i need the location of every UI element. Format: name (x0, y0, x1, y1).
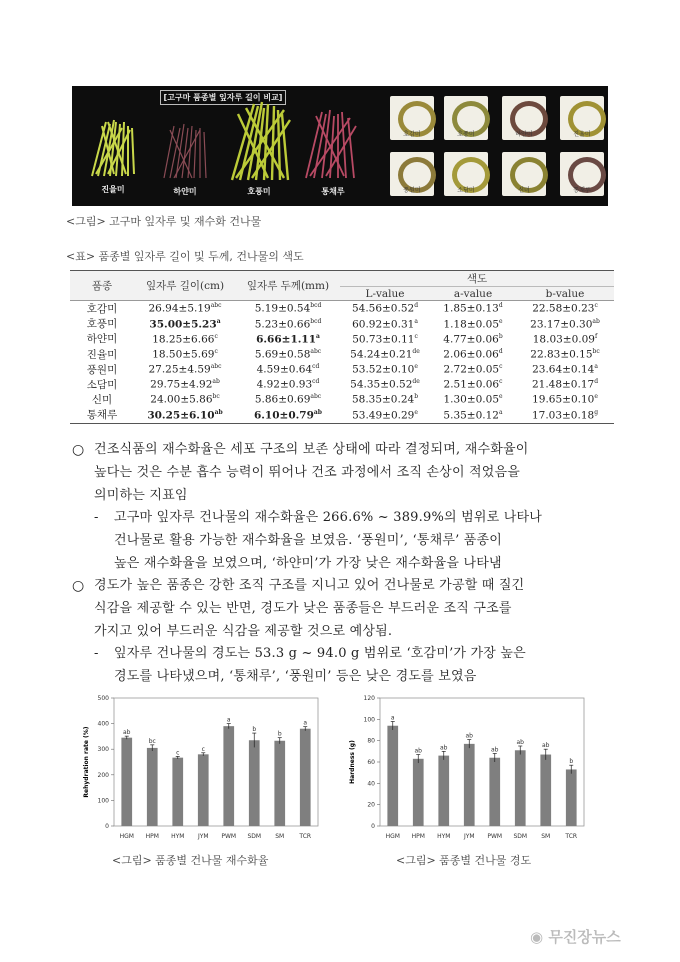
paragraph-hardness (94, 574, 624, 643)
y-tick-label: 60 (367, 759, 375, 766)
x-tick-label: PWM (487, 833, 503, 840)
bar (566, 769, 577, 826)
dish-photo (560, 96, 604, 140)
petiole-bundle-purple (158, 122, 214, 180)
bar (172, 758, 183, 826)
table-cell: 6.66±1.11$^a$ (256, 332, 320, 346)
text-line: 식감을 제공할 수 있는 반면, 경도가 낮은 품종들은 부드러운 조직 구조를 (94, 601, 512, 616)
text-line: 고구마 잎자루 건나물의 재수화율은 266.6% ~ 389.9%의 범위로 나타나 (114, 510, 542, 525)
dish-photo (560, 152, 604, 196)
table-cell: 54.35±0.52de (350, 378, 420, 391)
table-cell: 5.23±0.66$^{bcd}$ (254, 317, 322, 331)
petiole-bundle-large-green (224, 100, 298, 182)
bundle-label: 진율미 (101, 185, 125, 194)
bundle-label: 하얀미 (173, 187, 197, 196)
significance-letter: c (201, 745, 205, 753)
bar (147, 748, 158, 826)
x-tick-label: TCR (299, 833, 312, 840)
significance-letter: b (252, 726, 257, 734)
table-cell: 58.35±0.24$^b$ (351, 393, 419, 406)
rehydration-chart (80, 690, 330, 850)
bar (223, 726, 234, 826)
table-cell: 2.51±0.06$^c$ (443, 378, 503, 391)
table-cell: 하얀미 (86, 333, 118, 346)
table-cell: 18.50±5.69$^c$ (152, 347, 218, 361)
table-cell: 23.17±0.30$^{ab}$ (530, 317, 600, 331)
x-tick-label: HGM (385, 833, 400, 840)
header-length: 잎자루 길이(cm) (134, 271, 236, 301)
x-tick-label: JYM (463, 833, 475, 840)
photo-panel (72, 86, 608, 206)
y-tick-label: 80 (367, 737, 375, 745)
bar (540, 755, 551, 826)
dish-photo (502, 96, 546, 140)
table-row (70, 347, 614, 362)
dish-label: 신미 (518, 187, 530, 194)
text-line: 경도가 높은 품종은 강한 조직 구조를 지니고 있어 건나물로 가공할 때 질긴 (94, 578, 525, 593)
x-tick-label: PWM (221, 833, 237, 840)
table-cell: 2.72±0.05$^c$ (443, 363, 503, 376)
table-cell: 신미 (91, 394, 113, 407)
table-cell: 4.77±0.06$^b$ (443, 332, 503, 346)
header-a-value: a-value (430, 287, 516, 301)
x-tick-label: HPM (411, 833, 425, 840)
table-cell: 1.18±0.05$^e$ (443, 317, 503, 331)
table-cell: 5.69±0.58$^{abc}$ (254, 347, 322, 361)
text-line: 경도를 나타냈으며, ‘통채루’, ‘풍원미’ 등은 낮은 경도를 보였음 (114, 669, 477, 684)
significance-letter: ab (542, 742, 550, 750)
table-row (70, 377, 614, 392)
y-tick-label: 40 (367, 780, 375, 788)
petiole-bundle-green (86, 116, 142, 178)
chart-caption: <그림> 품종별 건나물 경도 (396, 854, 532, 867)
table-row (70, 392, 614, 407)
table-cell: 27.25±4.59$^{abc}$ (148, 363, 222, 376)
data-table (70, 270, 614, 424)
table-cell: 4.59±0.64$^{cd}$ (256, 363, 320, 376)
table-cell: 53.49±0.29$^e$ (340, 407, 430, 423)
y-tick-label: 500 (97, 695, 109, 702)
x-tick-label: SDM (513, 833, 528, 840)
table-cell: 23.64±0.14$^a$ (532, 363, 598, 376)
hardness-chart (346, 690, 596, 850)
text-line: 잎자루 건나물의 경도는 53.3 g ~ 94.0 g 범위로 ‘호감미’가 가장 높은 (114, 646, 526, 661)
table-cell: 소담미 (86, 379, 118, 392)
table-cell: 35.00±5.23$^a$ (149, 317, 221, 331)
table-cell: 5.86±0.69$^{abc}$ (254, 393, 322, 406)
bar (274, 741, 285, 826)
significance-letter: c (176, 749, 180, 757)
table-row (70, 362, 614, 377)
dish-label: 풍원미 (403, 187, 421, 194)
header-b-value: b-value (516, 287, 614, 301)
table-cell: 17.03±0.18$^g$ (516, 407, 614, 423)
dish-label: 소담미 (457, 187, 475, 194)
bar (249, 740, 260, 826)
y-tick-label: 120 (363, 695, 375, 702)
dish-label: 호감미 (403, 131, 421, 138)
significance-letter: ab (414, 747, 422, 755)
significance-letter: ab (491, 746, 499, 754)
table-cell: 2.06±0.06$^d$ (443, 347, 503, 361)
table-cell: 1.30±0.05$^e$ (443, 393, 503, 406)
watermark-text: 무진장뉴스 (548, 928, 621, 946)
table-cell: 54.56±0.52$^d$ (340, 301, 430, 317)
table-cell: 진율미 (86, 348, 118, 361)
text-line: 건나물로 활용 가능한 재수화율을 보였음. ‘풍원미’, ‘통채루’ 품종이 (114, 533, 503, 548)
y-tick-label: 400 (97, 720, 109, 728)
table-cell: 22.83±0.15$^{bc}$ (530, 347, 600, 361)
paragraph-rehydration-detail (114, 506, 624, 575)
table-cell: 4.92±0.93$^{cd}$ (256, 378, 320, 391)
text-line: 의미하는 지표임 (94, 488, 188, 503)
significance-letter: b (569, 758, 574, 766)
watermark-logo-icon: ◉ (530, 928, 544, 946)
table-caption: <표> 품종별 잎자루 길이 및 두께, 건나물의 색도 (66, 250, 304, 263)
table-cell: 6.10±0.79$^{ab}$ (236, 407, 340, 423)
significance-letter: ab (440, 744, 448, 752)
dish-label: 호풍미 (457, 131, 475, 138)
significance-letter: a (303, 719, 308, 727)
significance-letter: ab (516, 739, 524, 746)
x-tick-label: TCR (565, 833, 578, 840)
significance-letter: a (226, 716, 231, 724)
dish-label: 하얀미 (515, 131, 533, 138)
bar (413, 759, 424, 826)
dish-label: 진율미 (573, 131, 591, 138)
bullet-circle: ○ (72, 442, 85, 458)
header-color: 색도 (340, 271, 614, 287)
plot-frame (380, 698, 584, 826)
bullet-circle: ○ (72, 578, 85, 594)
significance-letter: ab (465, 732, 473, 740)
table-row (70, 331, 614, 346)
table-cell: 1.85±0.13$^d$ (430, 301, 516, 317)
bundle-label: 통채루 (321, 187, 345, 196)
bar (438, 756, 449, 826)
dish-label: 통채루 (573, 187, 591, 194)
table-cell: 호풍미 (86, 318, 118, 331)
paragraph-rehydration (94, 438, 624, 507)
x-tick-label: HGM (119, 833, 134, 840)
y-tick-label: 100 (363, 716, 375, 724)
table-cell: 풍원미 (86, 363, 118, 376)
text-line: 가지고 있어 부드러운 식감을 제공할 것으로 예상됨. (94, 624, 393, 639)
plot-frame (114, 698, 318, 826)
table-cell: 30.25±6.10$^{ab}$ (134, 407, 236, 423)
dish-photo (444, 96, 488, 140)
table-cell: 26.94±5.19$^{abc}$ (134, 301, 236, 317)
x-tick-label: HYM (171, 833, 185, 840)
bar (198, 754, 209, 826)
table-cell: 5.35±0.12$^a$ (430, 407, 516, 423)
table-cell: 통채루 (70, 407, 134, 423)
header-l-value: L-value (340, 287, 430, 301)
dish-photo (502, 152, 546, 196)
header-thickness: 잎자루 두께(mm) (236, 271, 340, 301)
text-line: 높은 재수화율을 보였으며, ‘하얀미’가 가장 낮은 재수화율을 나타냄 (114, 556, 502, 571)
bar (387, 726, 398, 826)
y-tick-label: 200 (97, 771, 109, 779)
text-line: 건조식품의 재수화율은 세포 구조의 보존 상태에 따라 결정되며, 재수화율이 (94, 442, 529, 457)
x-tick-label: HYM (437, 833, 451, 840)
table-cell: 호감미 (70, 301, 134, 317)
table-cell: 19.65±0.10$^e$ (532, 393, 598, 406)
table-cell: 18.03±0.09$^f$ (532, 332, 598, 346)
table-cell: 29.75±4.92$^{ab}$ (150, 378, 220, 391)
bar (515, 750, 526, 826)
table-cell: 21.48±0.17$^d$ (531, 378, 599, 391)
table-cell: 60.92±0.31$^a$ (352, 317, 418, 331)
bundle-label: 호풍미 (247, 187, 271, 196)
x-tick-label: SM (275, 833, 285, 840)
dish-photo (444, 152, 488, 196)
text-line: 높다는 것은 수분 흡수 능력이 뛰어나 건조 과정에서 조직 손상이 적었음을 (94, 465, 521, 480)
table-row (70, 301, 614, 317)
table-cell: 50.73±0.11$^c$ (352, 332, 418, 346)
dash-marker: - (94, 646, 99, 661)
x-tick-label: HPM (145, 833, 159, 840)
y-tick-label: 0 (371, 823, 375, 830)
significance-letter: b (277, 730, 282, 738)
bar (489, 758, 500, 826)
photo-panel-title: [고구마 품종별 잎자루 길이 비교] (160, 90, 286, 105)
dish-photo (390, 152, 434, 196)
y-tick-label: 20 (367, 801, 375, 809)
table-cell: 24.00±5.86$^{bc}$ (150, 393, 220, 406)
header-variety: 품종 (70, 271, 134, 301)
table-row (70, 316, 614, 331)
y-tick-label: 0 (105, 823, 109, 830)
table-cell: 5.19±0.54$^{bcd}$ (236, 301, 340, 317)
bar (121, 738, 132, 826)
table-cell: 54.24±0.21de (350, 347, 420, 361)
bar (464, 744, 475, 826)
significance-letter: bc (148, 737, 156, 745)
figure-caption: <그림> 고구마 잎자루 및 재수화 건나물 (66, 215, 262, 228)
x-tick-label: SDM (247, 833, 262, 840)
table-row (70, 407, 614, 423)
x-tick-label: SM (541, 833, 551, 840)
dash-marker: - (94, 510, 99, 525)
watermark (530, 926, 621, 947)
y-axis-label: Rehydration rate (%) (83, 726, 90, 798)
y-axis-label: Hardness (g) (349, 740, 356, 784)
significance-letter: a (390, 714, 395, 722)
y-tick-label: 300 (97, 746, 109, 754)
table-cell: 22.58±0.23$^c$ (516, 301, 614, 317)
dish-photo (390, 96, 434, 140)
paragraph-hardness-detail (114, 642, 624, 688)
chart-caption: <그림> 품종별 건나물 재수화율 (112, 854, 269, 867)
petiole-bundle-magenta (300, 108, 364, 180)
bar (300, 729, 311, 826)
table-cell: 53.52±0.10$^e$ (352, 363, 418, 376)
x-tick-label: JYM (197, 833, 209, 840)
y-tick-label: 100 (97, 797, 109, 805)
table-cell: 18.25±6.66$^c$ (152, 332, 218, 346)
significance-letter: ab (123, 729, 131, 737)
